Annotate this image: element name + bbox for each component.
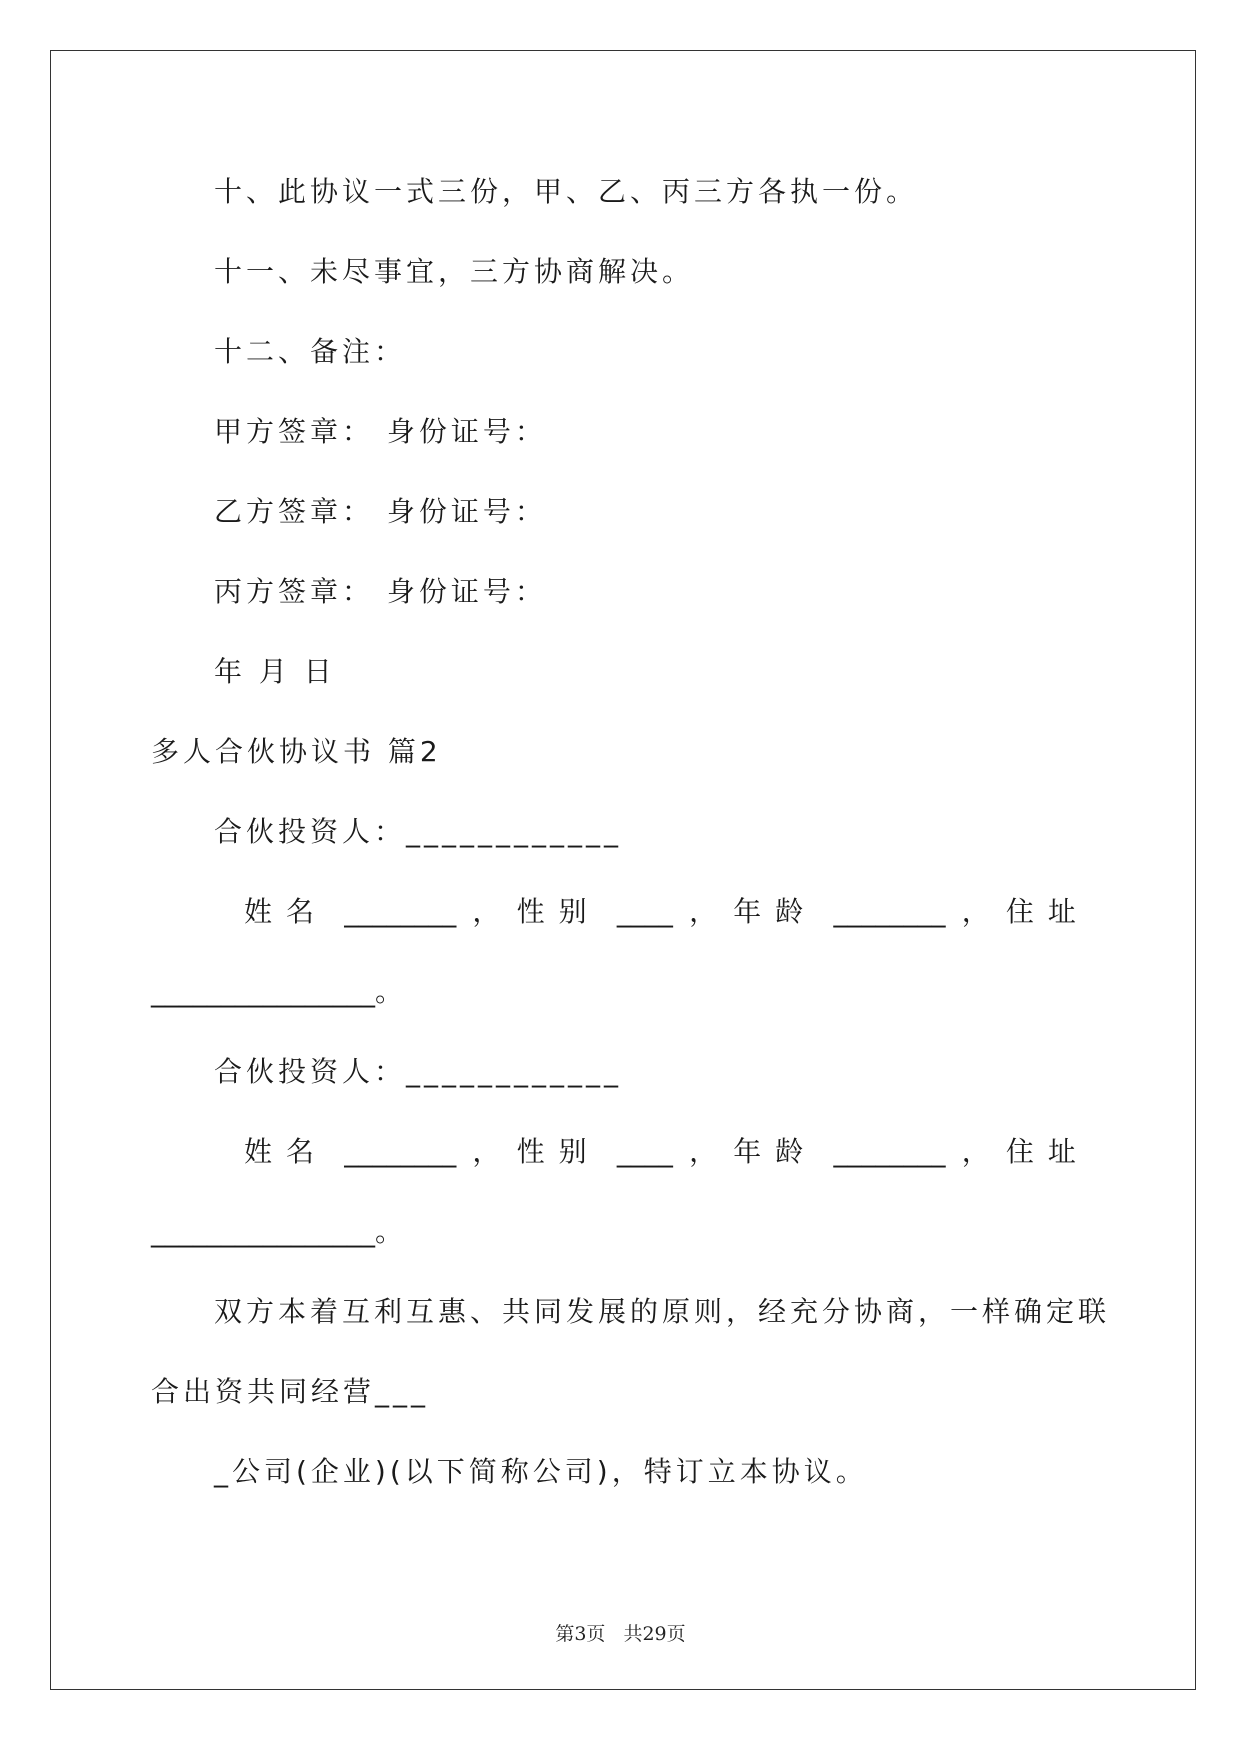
age-blank: ________ — [833, 895, 946, 928]
address-label: 住址 — [1005, 1135, 1090, 1168]
age-label: 年龄 — [733, 1135, 818, 1168]
comma: ， — [961, 1135, 990, 1168]
paragraph-2: _公司(企业)(以下简称公司)，特订立本协议。 — [214, 1455, 868, 1488]
clause-10: 十、此协议一式三份，甲、乙、丙三方各执一份。 — [214, 175, 919, 208]
clause-11: 十一、未尽事宜，三方协商解决。 — [214, 255, 695, 288]
investor-line-1: 合伙投资人：____________ — [214, 815, 623, 848]
page-border — [50, 50, 1196, 1690]
age-blank: ________ — [833, 1135, 946, 1168]
investor-info-row-1 — [244, 895, 1090, 929]
sex-label: 性别 — [516, 895, 601, 928]
party-a-signature: 甲方签章： 身份证号： — [214, 415, 547, 448]
comma: ， — [689, 1135, 718, 1168]
name-blank: ________ — [344, 1135, 457, 1168]
address-label: 住址 — [1005, 895, 1090, 928]
sex-label: 性别 — [516, 1135, 601, 1168]
paragraph-1-line-1: 双方本着互利互惠、共同发展的原则，经充分协商，一样确定联 — [214, 1295, 1111, 1328]
comma: ， — [689, 895, 718, 928]
page-number: 第3页 — [555, 1623, 606, 1645]
comma: ， — [472, 895, 501, 928]
address-blank-1: ________________。 — [151, 975, 404, 1008]
address-blank-2: ________________。 — [151, 1215, 404, 1248]
investor-line-2: 合伙投资人：____________ — [214, 1055, 623, 1088]
name-label: 姓名 — [244, 895, 329, 928]
party-b-signature: 乙方签章： 身份证号： — [214, 495, 547, 528]
comma: ， — [472, 1135, 501, 1168]
date-line: 年 月 日 — [214, 655, 336, 688]
comma: ， — [961, 895, 990, 928]
page-footer — [0, 1619, 1241, 1646]
sex-blank: ____ — [616, 1135, 673, 1168]
name-label: 姓名 — [244, 1135, 329, 1168]
investor-info-row-2 — [244, 1135, 1090, 1169]
sex-blank: ____ — [616, 895, 673, 928]
name-blank: ________ — [344, 895, 457, 928]
clause-12: 十二、备注： — [214, 335, 407, 368]
page-total: 共29页 — [623, 1623, 686, 1645]
section-heading: 多人合伙协议书 篇2 — [151, 735, 442, 768]
age-label: 年龄 — [733, 895, 818, 928]
party-c-signature: 丙方签章： 身份证号： — [214, 575, 547, 608]
paragraph-1-line-2: 合出资共同经营___ — [151, 1375, 430, 1408]
